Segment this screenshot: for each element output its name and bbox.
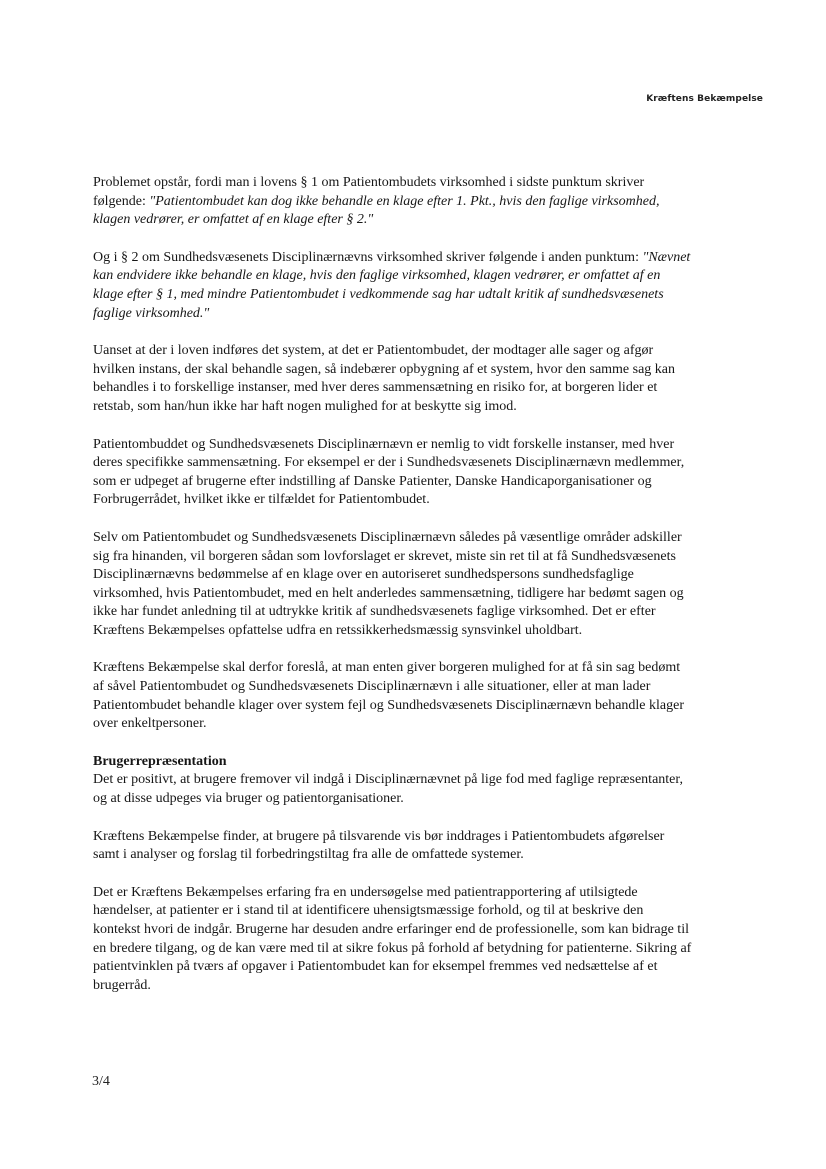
paragraph-6: Kræftens Bekæmpelse skal derfor foreslå, at man enten giver borgeren mulighed for at få sin sag bedømt af såvel Patientombudet og Sundhedsvæsenets Disciplinærnævn i alle situationer, eller at man lader Patientombudet behandle klager over system fejl og Sundhedsvæsenets Disciplinærnævn behandle klager over enkeltpersoner. [93, 660, 684, 732]
section-brugerrepraesentation: Brugerrepræsentation Det er positivt, at brugere fremover vil indgå i Disciplinærnævnet på lige fod med faglige repræsentanter, og at disse udpeges via bruger og patientorganisationer. [93, 753, 693, 809]
quote-section-2: "Nævnet kan endvidere ikke behandle en klage, hvis den faglige virksomhed, klagen vedrører, er omfattet af en klage efter § 1, med mindre Patientombudet i vedkommende sag har udtalt kritik af sundhedsvæsenets faglige virksomhed." [93, 249, 691, 321]
document-body [93, 174, 693, 1014]
quote-section-1: "Patientombudet kan dog ikke behandle en klage efter 1. Pkt., hvis den faglige virksomhed, klagen vedrører, er omfattet af en klage efter § 2." [93, 193, 660, 228]
paragraph-9: Det er Kræftens Bekæmpelses erfaring fra en undersøgelse med patientrapportering af utilsigtede hændelser, at patienter er i stand til at identificere uhensigtsmæssige forhold, og til at beskrive den kontekst hvori de indgår. Brugerne har desuden andre erfaringer end de professionelle, som kan bidrage til en bredere tilgang, og de kan være med til at sikre fokus på forhold af betydning for patienterne. Sikring af patientvinklen på tværs af opgaver i Patientombudet kan for eksempel fremmes ved nedsættelse af et brugerråd. [93, 884, 692, 993]
paragraph-2: Og i § 2 om Sundhedsvæsenets Disciplinærnævns virksomhed skriver følgende i anden punktum: "Nævnet kan endvidere ikke behandle en klage, hvis den faglige virksomhed, klagen vedrører, er omfattet af en klage efter § 1, med mindre Patientombudet i vedkommende sag har udtalt kritik af sundhedsvæsenets faglige virksomhed." [93, 249, 691, 321]
section-heading: Brugerrepræsentation [93, 753, 227, 769]
paragraph-1: Problemet opstår, fordi man i lovens § 1 om Patientombudets virksomhed i sidste punktum skriver følgende: "Patientombudet kan dog ikke behandle en klage efter 1. Pkt., hvis den faglige virksomhed, klagen vedrører, er omfattet af en klage efter § 2." [93, 175, 660, 228]
paragraph-3: Uanset at der i loven indføres det system, at det er Patientombudet, der modtager alle sager og afgør hvilken instans, der skal behandle sagen, så indebærer opbygning af et system, hvor den samme sag kan behandles i to forskellige instanser, med hver deres sammensætning en risiko for, at borgeren lider et retstab, som han/hun ikke har haft nogen mulighed for at beskytte sig imod. [93, 343, 676, 414]
page-number: 3/4 [92, 1074, 110, 1089]
paragraph-4: Patientombuddet og Sundhedsvæsenets Disciplinærnævn er nemlig to vidt forskelle instanser, med hver deres specifikke sammensætning. For eksempel er der i Sundhedsvæsenets Disciplinærnævn medlemmer, som er udpeget af brugerne efter indstilling af Danske Patienter, Danske Handicaporganisationer og Forbrugerrådet, hvilket ikke er tilfældet for Patientombudet. [93, 436, 685, 508]
paragraph-8: Kræftens Bekæmpelse finder, at brugere på tilsvarende vis bør inddrages i Patientombudets afgørelser samt i analyser og forslag til forbedringstiltag fra alle de omfattede systemer. [93, 828, 665, 863]
paragraph-5: Selv om Patientombudet og Sundhedsvæsenets Disciplinærnævn således på væsentlige områder adskiller sig fra hinanden, vil borgeren sådan som lovforslaget er skrevet, miste sin ret til at få Sundhedsvæsenets Disciplinærnævns bedømmelse af en klage over en autoriseret sundhedspersons sundhedsfaglige virksomhed, hvis Patientombudet, med en helt anderledes sammensætning, tidligere har bedømt sagen og ikke har fundet anledning til at udtrykke kritik af sundhedsvæsenets faglige virksomhed. Det er efter Kræftens Bekæmpelses opfattelse udfra en retssikkerhedsmæssig synsvinkel uholdbart. [93, 529, 684, 638]
organization-header: Kræftens Bekæmpelse [646, 94, 763, 104]
